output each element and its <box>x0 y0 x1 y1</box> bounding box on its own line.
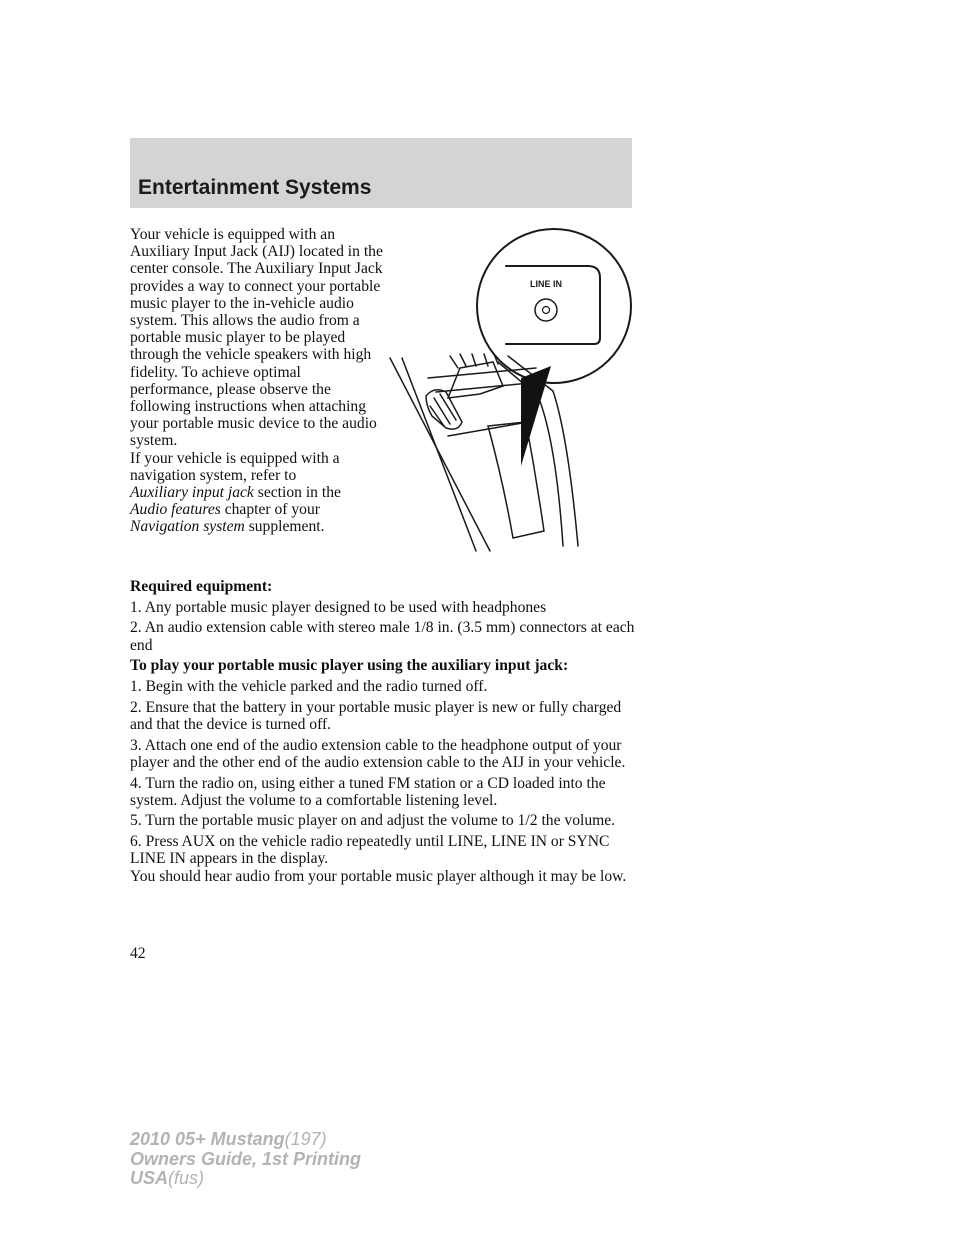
footer-print-info <box>130 1130 361 1189</box>
play-step: 4. Turn the radio on, using either a tuned FM station or a CD loaded into the system. Adjust the volume to a comfortable listening level. <box>130 774 606 809</box>
page-number: 42 <box>130 945 146 962</box>
play-step: 2. Ensure that the battery in your portable music player is new or fully charged and that the device is turned off. <box>130 698 622 733</box>
footer-market-code: (fus) <box>168 1168 205 1188</box>
nav-ref-mid1: section in the <box>257 484 341 502</box>
vent-slat <box>450 356 458 368</box>
intro-paragraph: Your vehicle is equipped with an Auxiliary Input Jack (AIJ) located in the center console. The Auxiliary Input Jack provides a way to connect your portable music player to the in-vehicle audio system. This allows the audio from a portable music player to be played through the vehicle speakers with high fidelity. To achieve optimal performance, please observe the following instructions when attaching your portable music device to the audio system. <box>130 226 383 450</box>
shifter-knob <box>426 390 462 429</box>
intro-text-block <box>130 226 385 536</box>
required-item: 1. Any portable music player designed to be used with headphones <box>130 598 547 616</box>
nav-ref-navigation-system: Navigation system <box>130 518 245 536</box>
line-in-label: LINE IN <box>529 279 563 289</box>
nav-ref-suffix: supplement. <box>248 518 325 536</box>
console-compartment <box>448 362 503 398</box>
magnifier-circle <box>477 229 631 383</box>
footer-market: USA <box>130 1168 169 1188</box>
auxiliary-input-jack-illustration <box>388 226 638 556</box>
console-edge-line <box>402 358 476 551</box>
nav-ref-audio-features: Audio features <box>130 501 221 519</box>
nav-ref-prefix: If your vehicle is equipped with a navigation system, refer to <box>130 449 340 484</box>
footer-guide-line: Owners Guide, 1st Printing <box>130 1148 362 1169</box>
vent-slat <box>460 354 466 366</box>
play-step: 3. Attach one end of the audio extension cable to the headphone output of your player and the other end of the audio extension cable to the AIJ in your vehicle. <box>130 736 626 771</box>
footer-model-code: (197) <box>284 1129 327 1149</box>
play-instructions-heading: To play your portable music player using the auxiliary input jack: <box>130 657 569 675</box>
console-compartment <box>488 422 544 538</box>
nav-ref-auxiliary-input-jack: Auxiliary input jack <box>130 484 254 502</box>
nav-ref-mid2: chapter of your <box>224 501 320 519</box>
footer-model-line <box>130 1130 361 1150</box>
pointer-wedge <box>521 366 551 466</box>
vent-slat <box>472 354 476 366</box>
main-text-block <box>130 578 640 888</box>
navigation-reference-paragraph <box>130 450 385 536</box>
console-edge-line <box>390 358 490 551</box>
play-step: 6. Press AUX on the vehicle radio repeatedly until LINE, LINE IN or SYNC LINE IN appears in the display. <box>130 833 610 868</box>
footer-model: 2010 05+ Mustang <box>130 1129 285 1149</box>
jack-socket <box>535 299 557 321</box>
footer-market-line <box>130 1169 361 1189</box>
required-equipment-heading: Required equipment: <box>130 578 273 595</box>
play-note: You should hear audio from your portable music player although it may be low. <box>130 867 627 885</box>
required-item: 2. An audio extension cable with stereo male 1/8 in. (3.5 mm) connectors at each end <box>130 619 635 654</box>
section-title: Entertainment Systems <box>138 176 372 199</box>
console-rim <box>428 368 536 378</box>
jack-socket-inner <box>543 307 550 314</box>
play-step: 5. Turn the portable music player on and adjust the volume to 1/2 the volume. <box>130 812 616 830</box>
section-header-band <box>130 138 632 208</box>
center-console-line-art <box>388 226 638 556</box>
console-rim <box>448 422 528 436</box>
jack-panel <box>506 266 600 344</box>
play-step: 1. Begin with the vehicle parked and the radio turned off. <box>130 678 488 696</box>
